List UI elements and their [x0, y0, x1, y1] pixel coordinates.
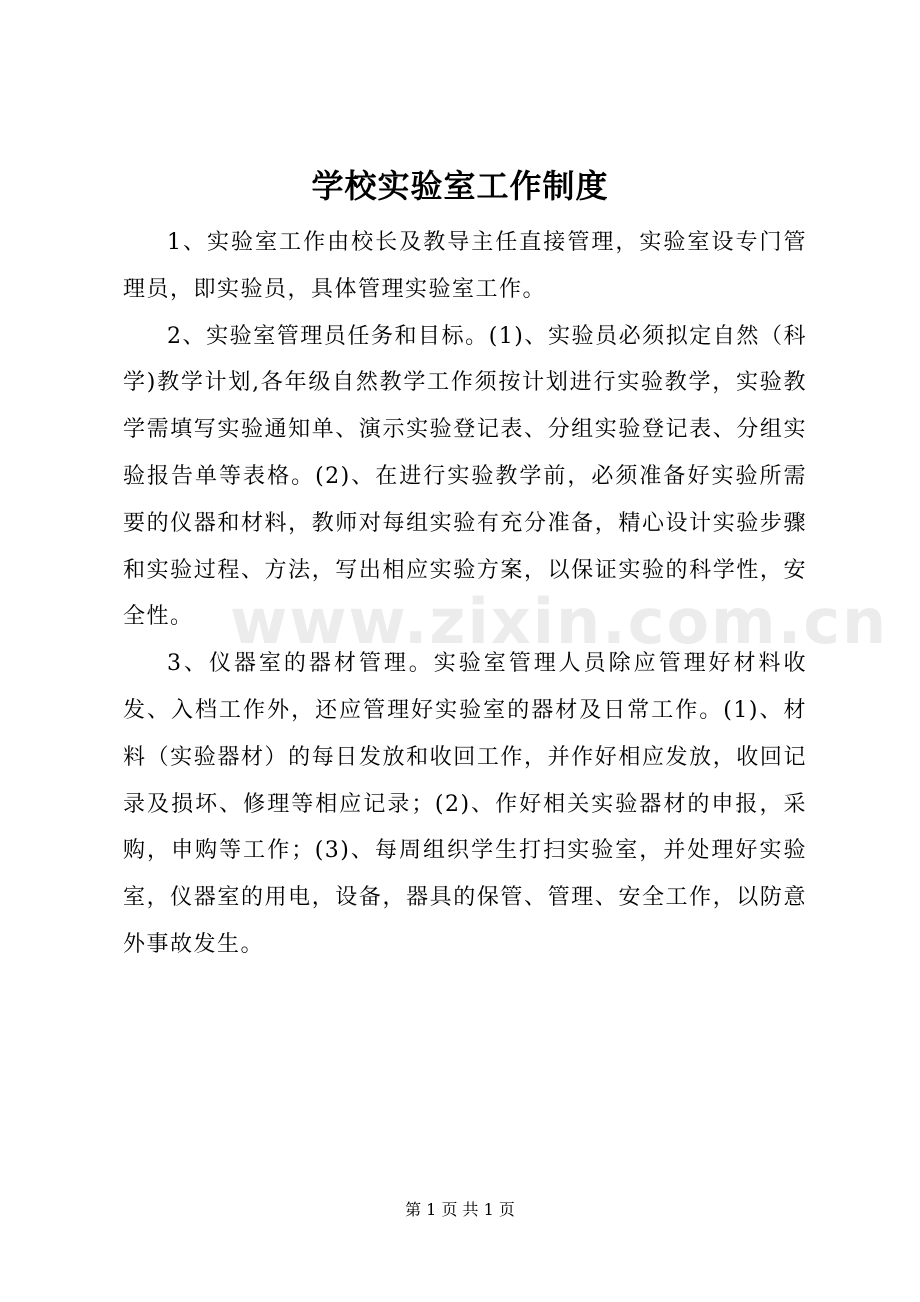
document-body — [123, 220, 889, 969]
paragraph-2: 2、实验室管理员任务和目标。(1)、实验员必须拟定自然（科学)教学计划,各年级自然教学工作须按计划进行实验教学，实验教学需填写实验通知单、演示实验登记表、分组实验登记表、分组实验报告单等表格。(2)、在进行实验教学前，必须准备好实验所需要的仪器和材料，教师对每组实验有充分准备，精心设计实验步骤和实验过程、方法，写出相应实验方案，以保证实验的科学性，安全性。 — [123, 323, 807, 630]
paragraph-3: 3、仪器室的器材管理。实验室管理人员除应管理好材料收发、入档工作外，还应管理好实验室的器材及日常工作。(1)、材料（实验器材）的每日发放和收回工作，并作好相应发放，收回记录及损坏、修理等相应记录；(2)、作好相关实验器材的申报，采购，申购等工作；(3)、每周组织学生打扫实验室，并处理好实验室，仪器室的用电，设备，器具的保管、管理、安全工作，以防意外事故发生。 — [123, 651, 807, 957]
page-footer: 第 1 页 共 1 页 — [405, 1200, 515, 1219]
paragraph-1: 1、实验室工作由校长及教导主任直接管理，实验室设专门管理员，即实验员，具体管理实验室工作。 — [123, 230, 807, 302]
document-title: 学校实验室工作制度 — [311, 167, 609, 205]
watermark: www.zixin.com.cn — [230, 585, 889, 658]
